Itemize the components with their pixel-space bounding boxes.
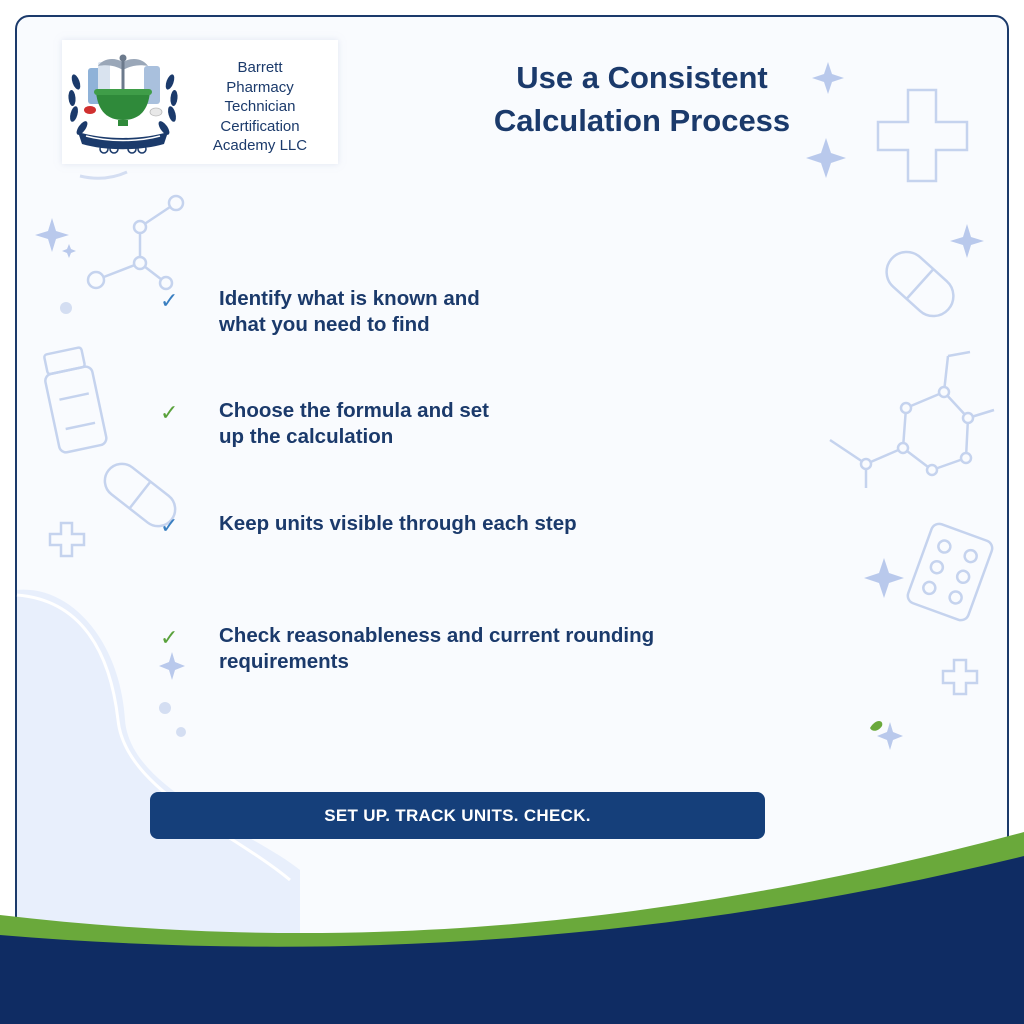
footer-wave	[0, 820, 1024, 1024]
academy-logo	[62, 40, 338, 164]
page-title	[440, 56, 844, 142]
checkmark-icon: ✓	[160, 513, 179, 538]
capsule-icon	[878, 244, 961, 325]
checkmark-icon: ✓	[160, 625, 179, 650]
step-line: Choose the formula and set	[219, 399, 489, 422]
molecule-icon	[830, 352, 994, 488]
medical-cross-icon	[878, 90, 967, 181]
title-line: Use a Consistent	[516, 60, 768, 95]
pill-bottle-icon	[40, 346, 108, 454]
academy-name-line: Pharmacy	[226, 78, 294, 96]
academy-name-line: Technician	[224, 98, 296, 115]
title-line: Calculation Process	[493, 103, 791, 138]
academy-name-line: Certification	[220, 117, 300, 135]
step-text	[219, 398, 779, 450]
step-line: Keep units visible through each step	[219, 512, 577, 535]
step-text	[219, 286, 779, 338]
step-line: requirements	[219, 650, 349, 673]
molecule-icon	[88, 196, 183, 289]
step-text	[219, 511, 779, 537]
step-text	[219, 623, 779, 675]
checkmark-icon: ✓	[160, 400, 179, 425]
academy-name-line: Academy LLC	[212, 137, 308, 154]
step-line: what you need to find	[219, 313, 430, 336]
checkmark-icon: ✓	[160, 288, 179, 313]
academy-name-line: Barrett	[237, 59, 283, 76]
caduceus-mortar-laurel-emblem	[64, 52, 182, 158]
pill-blister-pack-icon	[906, 522, 995, 623]
summary-banner: SET UP. TRACK UNITS. CHECK.	[150, 792, 765, 839]
step-line: Identify what is known and	[219, 287, 480, 310]
step-line: up the calculation	[219, 425, 394, 448]
leaf-icon	[870, 721, 882, 731]
step-line: Check reasonableness and current rounding	[219, 624, 655, 647]
medical-cross-icon	[50, 523, 84, 556]
medical-cross-icon	[943, 660, 977, 694]
academy-name	[188, 58, 332, 156]
